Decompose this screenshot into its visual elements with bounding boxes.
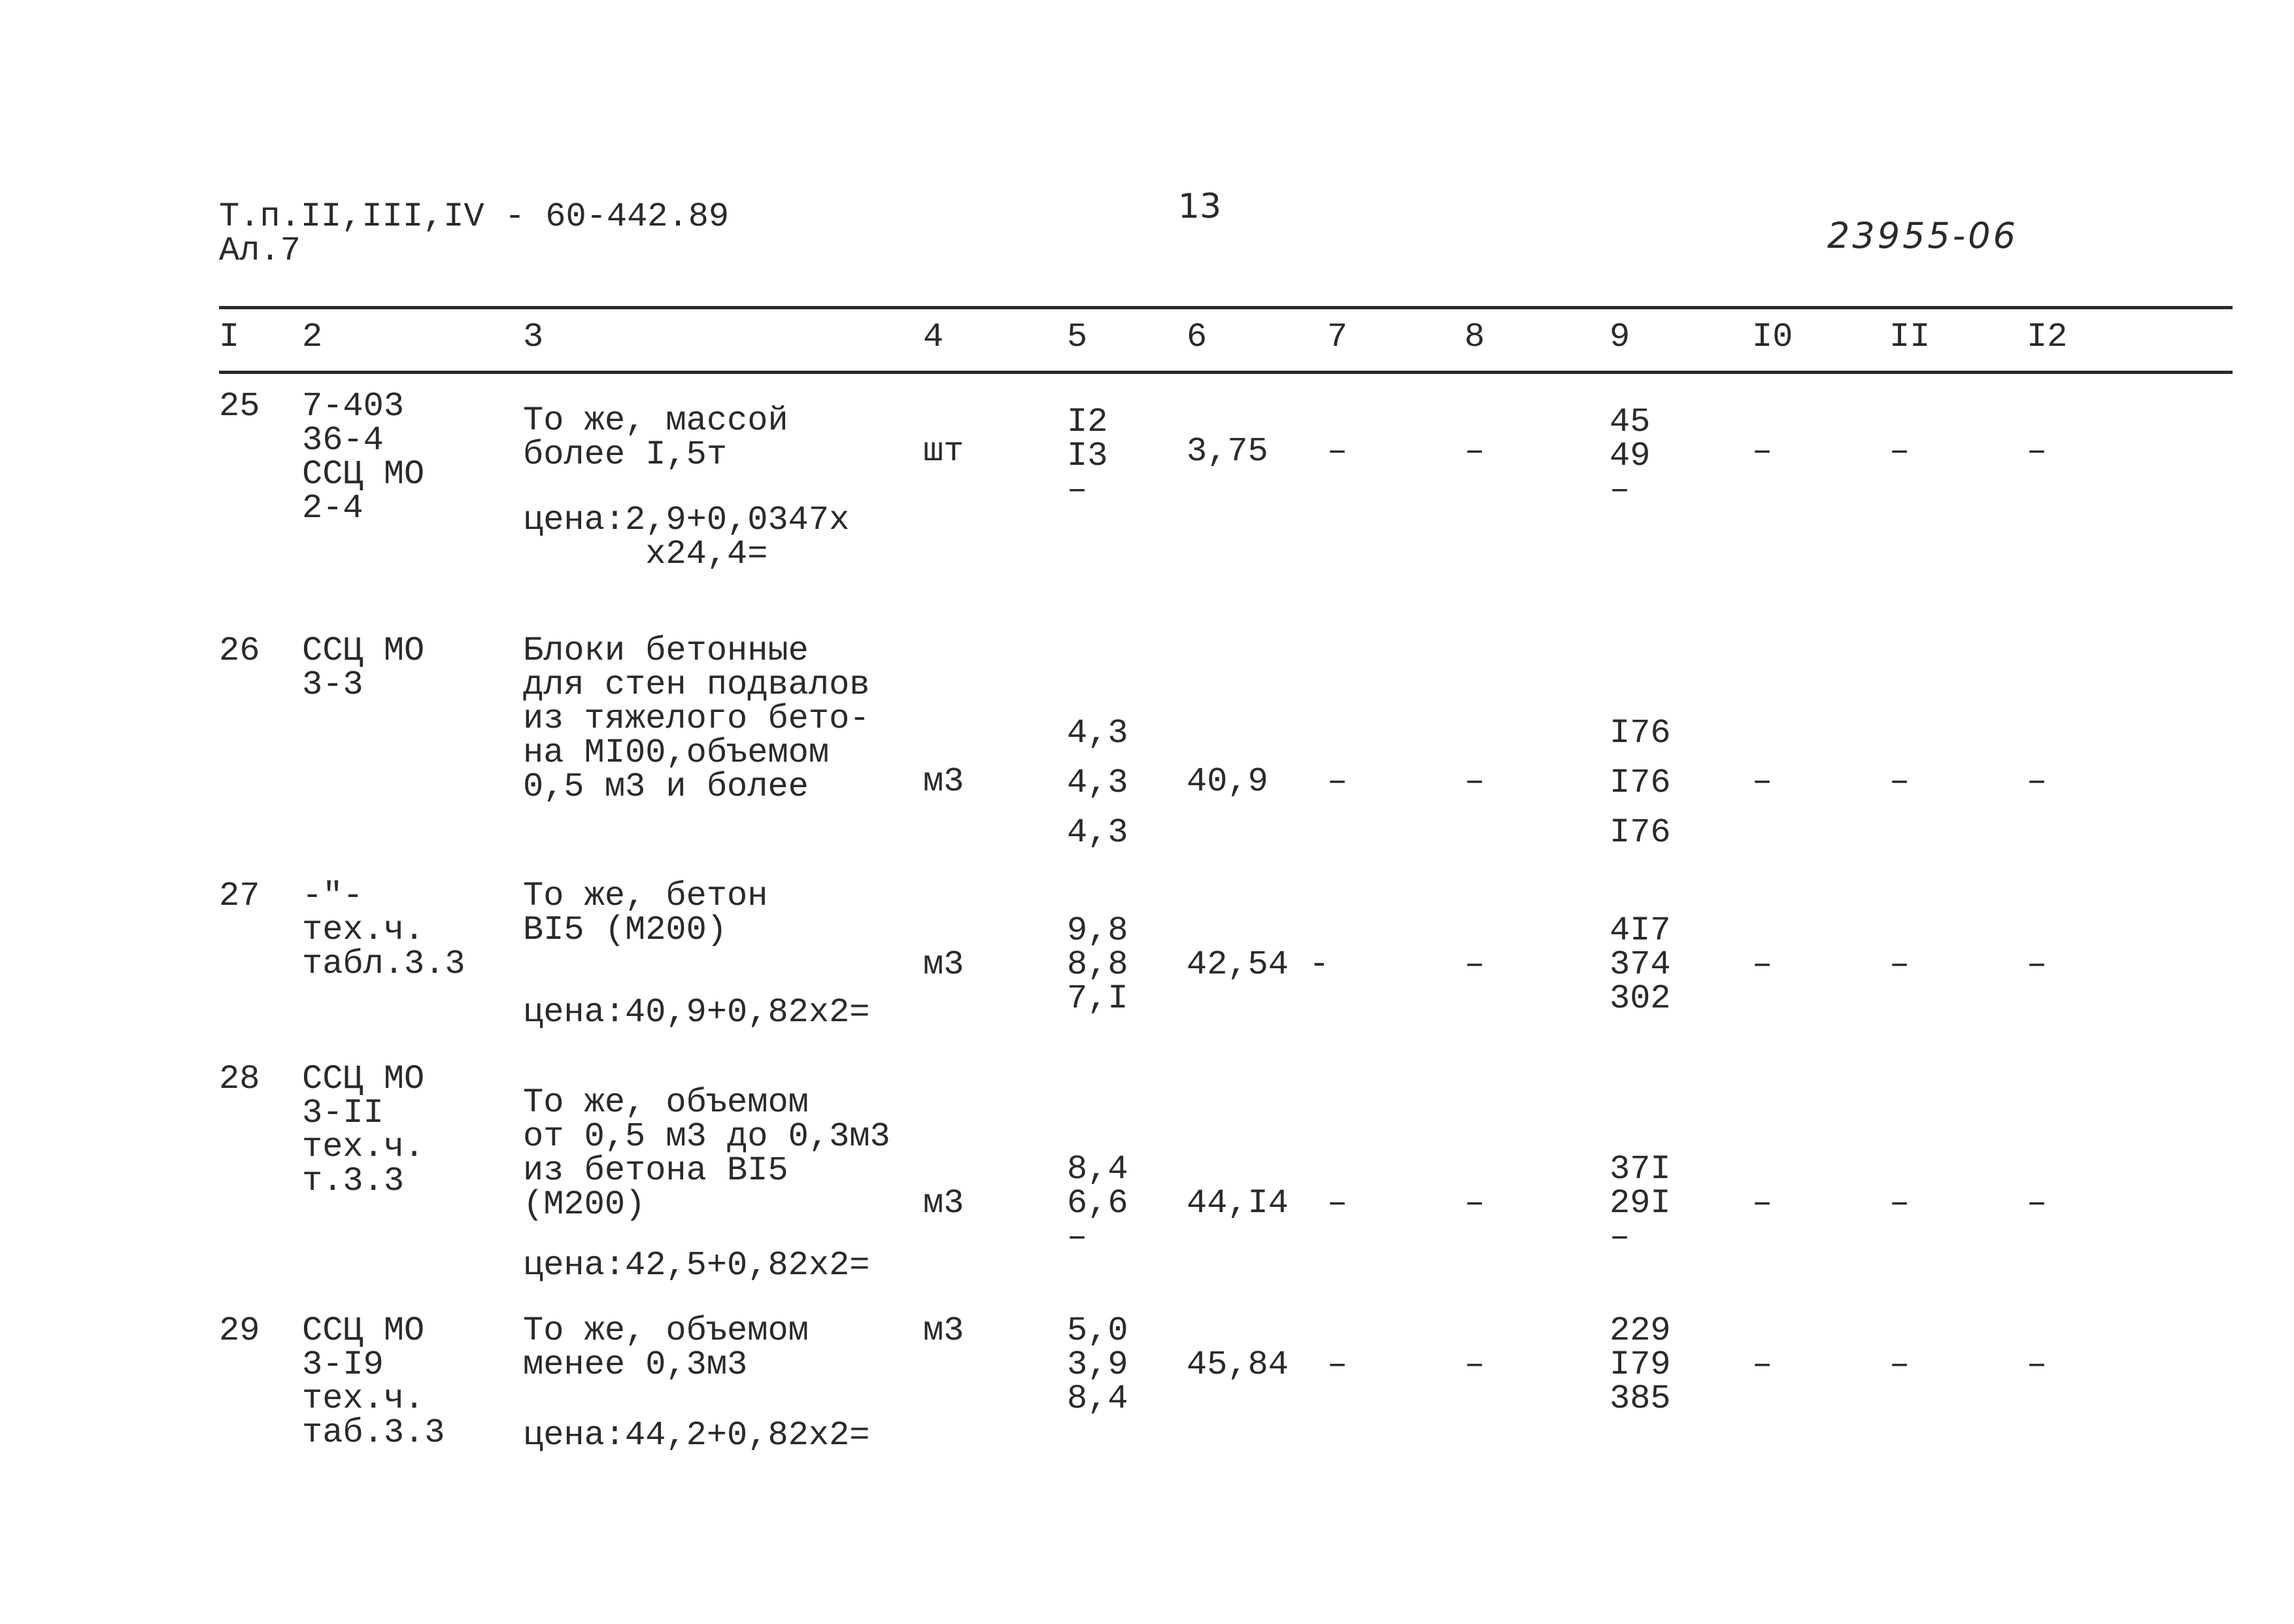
row-unit: м3 [923,762,964,801]
row-number: 25 [219,387,260,426]
row-description: Блоки бетонные [523,632,809,670]
row-reference: ССЦ МО [302,632,425,670]
row-description: на МI00,объемом [523,734,830,772]
row-col9-value: – [1610,471,1630,509]
row-col5-value: 5,0 [1067,1311,1128,1350]
row-col9-value: I76 [1610,764,1671,802]
row-col11-value: – [1889,1184,1910,1223]
row-col12-value: – [2027,762,2048,801]
table-header-rule [219,371,2233,374]
row-col9-value: I76 [1610,813,1671,852]
row-description: из тяжелого бето- [523,700,870,738]
row-number: 29 [219,1311,260,1350]
row-col5-value: 8,4 [1067,1379,1128,1418]
doc-number: 23955-06 [1827,215,2018,256]
row-reference: 7-403 [302,387,405,426]
row-col7-value: – [1327,432,1348,471]
row-col10-value: – [1752,432,1773,471]
row-reference: ССЦ МО [302,1060,425,1098]
column-header-4: 4 [923,318,944,356]
row-description: То же, объемом [523,1083,809,1122]
row-col9-value: 229 [1610,1311,1671,1350]
row-reference: -"- [302,877,363,915]
row-col9-value: 29I [1610,1184,1671,1223]
row-col6-value: 44,I4 [1187,1184,1289,1223]
row-description: ВI5 (М200) [523,911,728,949]
row-col9-value: 45 [1610,403,1651,441]
row-col12-value: – [2027,1345,2048,1384]
row-col5-value: 9,8 [1067,911,1128,950]
row-reference: 3-3 [302,666,363,704]
row-price-formula: цена:2,9+0,0347х [523,501,850,539]
page-number: 13 [1178,187,1222,226]
row-col5-value: I3 [1067,437,1108,475]
row-col8-value: – [1464,432,1485,471]
column-header-9: 9 [1610,318,1630,356]
row-price-formula: цена:44,2+0,82х2= [523,1416,870,1455]
row-reference: табл.3.3 [302,945,465,983]
row-unit: м3 [923,1311,964,1350]
row-reference: тех.ч. [302,1128,425,1166]
row-price-formula: цена:40,9+0,82х2= [523,993,870,1032]
column-header-3: 3 [523,318,544,356]
row-col6-value: 45,84 [1187,1345,1289,1384]
row-col5-value: 6,6 [1067,1184,1128,1223]
row-col11-value: – [1889,762,1910,801]
row-col9-value: 4I7 [1610,911,1671,950]
album-number: Ал.7 [219,231,301,270]
row-col5-value: 4,3 [1067,714,1128,753]
row-col7-value: – [1327,1184,1348,1223]
row-description: для стен подвалов [523,666,870,704]
row-reference: 3-II [302,1094,384,1132]
row-description: То же, объемом [523,1311,809,1350]
row-reference: 36-4 [302,421,384,460]
row-col10-value: – [1752,1184,1773,1223]
row-reference: т.3.3 [302,1162,405,1200]
row-col9-value: 302 [1610,979,1671,1018]
column-header-2: 2 [302,318,323,356]
row-unit: м3 [923,1184,964,1223]
row-price-formula: цена:42,5+0,82х2= [523,1246,870,1285]
row-col9-value: I79 [1610,1345,1671,1384]
row-col9-value: 374 [1610,945,1671,984]
column-header-6: 6 [1187,318,1207,356]
row-col6-value: 3,75 [1187,432,1268,471]
row-unit: шт [923,432,964,471]
column-header-12: I2 [2027,318,2068,356]
row-col5-value: 4,3 [1067,764,1128,802]
row-col11-value: – [1889,1345,1910,1384]
row-col9-value: 49 [1610,437,1651,475]
column-header-5: 5 [1067,318,1088,356]
row-number: 27 [219,877,260,915]
row-unit: м3 [923,945,964,984]
row-col12-value: – [2027,1184,2048,1223]
row-col5-value: 8,8 [1067,945,1128,984]
row-reference: таб.3.3 [302,1413,445,1452]
row-price-formula: х24,4= [523,535,768,573]
row-reference: ССЦ МО [302,1311,425,1350]
row-number: 26 [219,632,260,670]
row-reference: тех.ч. [302,911,425,949]
row-description: То же, бетон [523,877,768,915]
row-col11-value: – [1889,945,1910,984]
row-col5-value: 7,I [1067,979,1128,1018]
row-col8-value: – [1464,762,1485,801]
table-top-rule [219,306,2233,309]
row-col9-value: – [1610,1218,1630,1257]
row-description: из бетона ВI5 [523,1151,788,1190]
row-description: более I,5т [523,435,728,474]
row-col12-value: – [2027,945,2048,984]
row-col5-value: 4,3 [1067,813,1128,852]
row-col10-value: – [1752,945,1773,984]
row-col9-value: 37I [1610,1150,1671,1189]
row-col5-value: – [1067,1218,1088,1257]
row-col5-value: 3,9 [1067,1345,1128,1384]
column-header-10: I0 [1752,318,1793,356]
row-col6-value: 42,54 - [1187,945,1330,984]
row-col8-value: – [1464,1184,1485,1223]
row-col8-value: – [1464,1345,1485,1384]
row-col5-value: – [1067,471,1088,509]
row-col10-value: – [1752,762,1773,801]
row-description: (М200) [523,1185,646,1224]
row-col9-value: 385 [1610,1379,1671,1418]
row-reference: тех.ч. [302,1379,425,1418]
row-reference: 2-4 [302,489,363,528]
row-col12-value: – [2027,432,2048,471]
row-col5-value: 8,4 [1067,1150,1128,1189]
row-col7-value: – [1327,1345,1348,1384]
doc-code: Т.п.II,III,IV - 60-442.89 [219,197,730,236]
row-col9-value: I76 [1610,714,1671,753]
row-description: 0,5 м3 и более [523,768,809,806]
row-col8-value: – [1464,945,1485,984]
row-description: от 0,5 м3 до 0,3м3 [523,1117,890,1156]
column-header-1: I [219,318,240,356]
column-header-8: 8 [1464,318,1485,356]
row-reference: 3-I9 [302,1345,384,1384]
row-description: менее 0,3м3 [523,1345,748,1384]
row-number: 28 [219,1060,260,1098]
column-header-7: 7 [1327,318,1348,356]
row-col5-value: I2 [1067,403,1108,441]
row-col11-value: – [1889,432,1910,471]
row-col7-value: – [1327,762,1348,801]
row-col6-value: 40,9 [1187,762,1268,801]
row-reference: ССЦ МО [302,455,425,494]
row-description: То же, массой [523,401,788,440]
row-col10-value: – [1752,1345,1773,1384]
column-header-11: II [1889,318,1931,356]
